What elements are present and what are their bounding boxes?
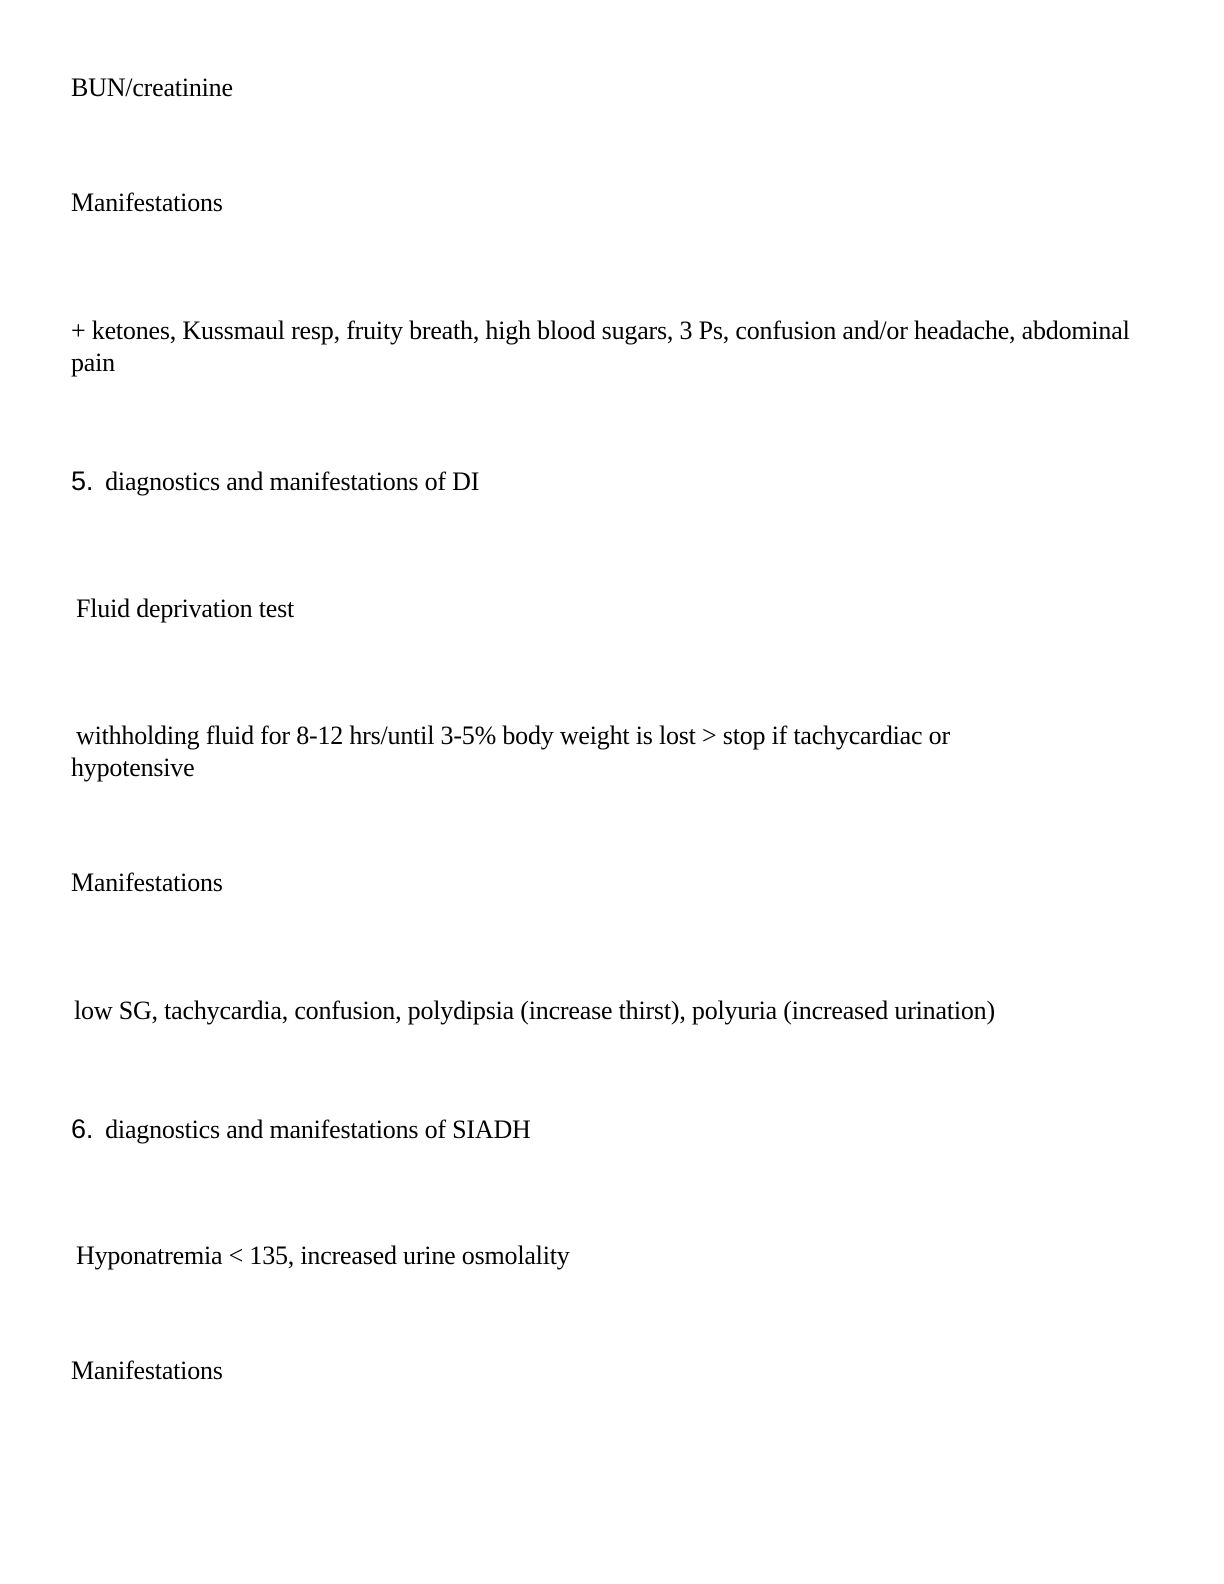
manifestations-heading: Manifestations: [71, 868, 223, 897]
fluid-deprivation-test-text: Fluid deprivation test: [76, 594, 295, 623]
manifestations-heading: Manifestations: [71, 188, 223, 217]
bun-creatinine-text: BUN/creatinine: [71, 73, 233, 102]
di-manifestations-text: low SG, tachycardia, confusion, polydipsia (increase thirst), polyuria (increased urination): [74, 996, 995, 1025]
question-number: 6.: [71, 1114, 94, 1144]
fluid-deprivation-desc: withholding fluid for 8-12 hrs/until 3-5% body weight is lost > stop if tachycardiac or hypotensive: [71, 721, 950, 782]
question-6: [71, 1113, 531, 1146]
question-text: diagnostics and manifestations of SIADH: [105, 1115, 531, 1144]
manifestations-heading: Manifestations: [71, 1356, 223, 1385]
dka-manifestations-text: + ketones, Kussmaul resp, fruity breath, high blood sugars, 3 Ps, confusion and/or headache, abdominal pain: [71, 316, 1130, 377]
question-5: [71, 465, 479, 498]
siadh-diagnostics-text: Hyponatremia < 135, increased urine osmolality: [76, 1241, 570, 1270]
question-text: diagnostics and manifestations of DI: [105, 467, 480, 496]
question-number: 5.: [71, 466, 94, 496]
